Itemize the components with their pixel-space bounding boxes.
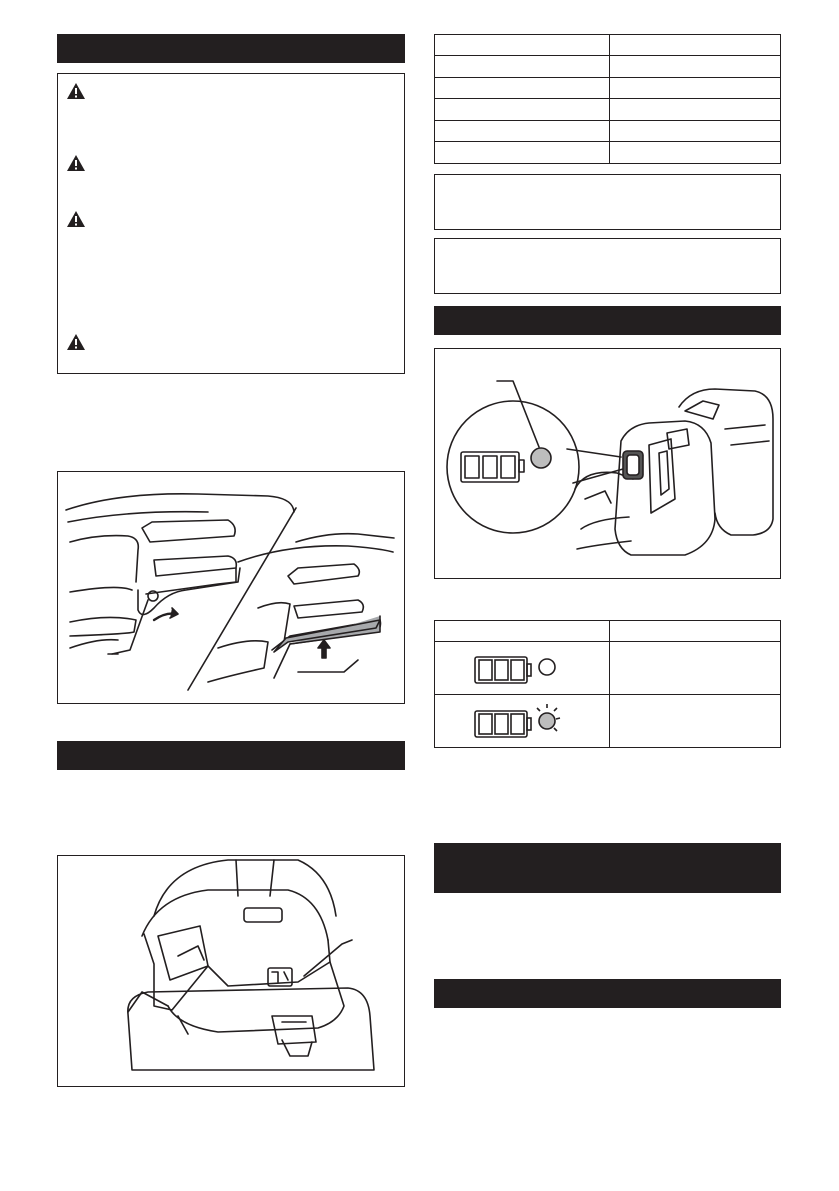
table-header-row xyxy=(435,621,781,642)
section-header-bar-3 xyxy=(434,306,781,335)
icon-cell xyxy=(435,695,610,748)
note-box-2 xyxy=(434,238,781,294)
spec-cell xyxy=(610,121,781,142)
section-header-bar-1 xyxy=(57,34,405,63)
figure-tool-bottom xyxy=(57,855,405,1087)
table-row xyxy=(435,142,781,164)
figure-indicator-lamp xyxy=(434,348,781,579)
table-row xyxy=(435,56,781,78)
figure-battery-release xyxy=(57,471,405,704)
section-header-bar-2 xyxy=(57,741,405,770)
note-box-1 xyxy=(434,174,781,230)
spec-cell xyxy=(435,121,610,142)
warning-box xyxy=(57,73,405,374)
warning-triangle-icon xyxy=(66,82,86,100)
table-row xyxy=(435,78,781,99)
header-cell xyxy=(610,621,781,642)
spec-table xyxy=(434,34,781,164)
spec-cell xyxy=(435,35,610,56)
spec-cell xyxy=(435,56,610,78)
spec-cell xyxy=(610,35,781,56)
spec-cell xyxy=(610,56,781,78)
text-cell xyxy=(610,642,781,695)
section-header-bar-4 xyxy=(434,843,781,893)
section-header-bar-5 xyxy=(434,979,781,1008)
spec-cell xyxy=(610,99,781,121)
spec-cell xyxy=(610,78,781,99)
spec-cell xyxy=(435,78,610,99)
warning-triangle-icon xyxy=(66,333,86,351)
spec-cell xyxy=(435,99,610,121)
table-row xyxy=(435,99,781,121)
icon-cell xyxy=(435,642,610,695)
table-row xyxy=(435,695,781,748)
spec-cell xyxy=(435,142,610,164)
indicator-table xyxy=(434,620,781,748)
table-row xyxy=(435,121,781,142)
battery-lamp-blinking-icon xyxy=(435,695,609,747)
table-row xyxy=(435,35,781,56)
battery-lamp-off-icon xyxy=(435,642,609,694)
table-row xyxy=(435,642,781,695)
header-cell xyxy=(435,621,610,642)
warning-triangle-icon xyxy=(66,210,86,228)
spec-cell xyxy=(610,142,781,164)
warning-triangle-icon xyxy=(66,154,86,172)
text-cell xyxy=(610,695,781,748)
